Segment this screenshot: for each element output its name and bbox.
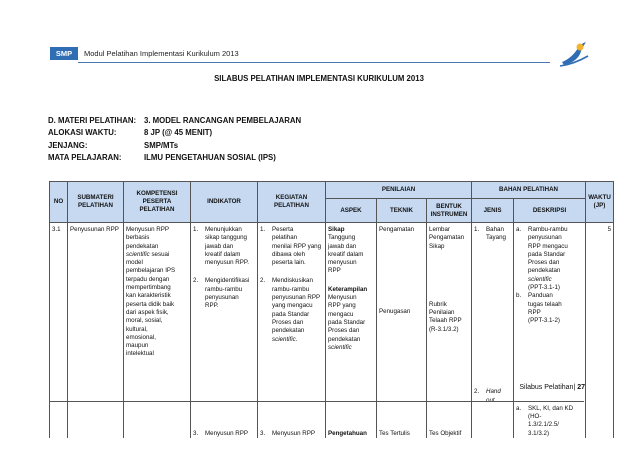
kegiatan-item: [260, 226, 323, 267]
kegiatan-item-line: rambu-rambu: [272, 285, 310, 293]
indikator-item-text: [205, 226, 249, 267]
deskripsi-item-number: a.: [516, 226, 522, 233]
kegiatan-item-line: penyusunan RPP: [272, 294, 321, 302]
indikator-item-line: Mengidentifikasi: [205, 277, 250, 285]
kompetensi-line: emosional,: [126, 333, 156, 341]
kegiatan-item-number: 2.: [260, 277, 266, 285]
header-penilaian: PENILAIAN: [326, 182, 472, 199]
cell-waktu: 5: [586, 223, 614, 439]
kompetensi-line: Menyusun RPP: [126, 226, 169, 233]
kompetensi-line: peserta didik baik: [126, 300, 175, 308]
bentuk-line: Rubrik: [429, 300, 447, 308]
indikator-item-line: sikap tanggung: [205, 234, 247, 242]
deskripsi-item-line: RPP mengacu: [528, 242, 568, 250]
aspek-line: pendekatan: [328, 335, 361, 343]
kompetensi-line: kultural,: [126, 325, 148, 333]
kompetensi-line: mempertimbang: [126, 284, 171, 292]
aspek-line: RPP: [328, 267, 341, 275]
kompetensi-line: model: [126, 259, 143, 267]
deskripsi-item: [516, 226, 583, 292]
indikator-item-line: menyusun RPP.: [205, 259, 249, 267]
kegiatan-item-text: [272, 226, 321, 267]
teknik-1: Pengamatan: [379, 226, 415, 233]
deskripsi-item-line: SKL, KI, dan KD: [528, 404, 574, 412]
aspek-line: Tanggung: [328, 234, 356, 242]
cell-teknik: [377, 223, 427, 439]
ministry-logo-icon: [556, 38, 592, 68]
deskripsi-item-text: [528, 292, 562, 325]
kegiatan-item-line: dibawa oleh: [272, 250, 306, 258]
meta-key: MATA PELAJARAN:: [48, 153, 122, 163]
indikator-item-text: [205, 430, 248, 438]
meta-row: [48, 152, 301, 165]
kegiatan-item-text: [272, 430, 315, 438]
kegiatan-item-line: pendekatan: [272, 327, 305, 335]
aspek-line: pada Standar: [328, 318, 366, 326]
meta-value: SMP/MTs: [144, 140, 179, 150]
deskripsi-item-line: (PPT-3.1-2): [528, 317, 560, 325]
syllabus-table: [49, 181, 614, 438]
jenis-item-number: 2.: [474, 388, 480, 396]
indikator-item: [193, 430, 255, 438]
kegiatan-item-line: scientific.: [272, 335, 298, 343]
bentuk-line: (R-3.1/3.2): [429, 325, 459, 333]
indikator-item-line: RPP.: [205, 302, 219, 310]
header-kompetensi: KOMPETENSI PESERTA PELATIHAN: [124, 182, 191, 223]
cell-jenis: [472, 223, 514, 439]
bentuk-line: Sikap: [429, 242, 445, 250]
bentuk-line: Telaah RPP: [429, 317, 462, 325]
kompetensi-line: pembelajaran IPS: [126, 267, 176, 275]
header-bahan: BAHAN PELATIHAN: [472, 182, 586, 199]
kompetensi-line: dari aspek fisik,: [126, 308, 169, 316]
aspek-line: Proses dan: [328, 327, 360, 335]
aspek-title: Sikap: [328, 226, 345, 233]
deskripsi-item: [516, 405, 583, 438]
kegiatan-item-line: pelatihan: [272, 234, 298, 242]
kompetensi-line: intelektual: [126, 350, 154, 358]
deskripsi-item-text: [528, 405, 573, 438]
kegiatan-item-number: 1.: [260, 226, 266, 233]
bentuk-line: Lembar: [429, 226, 450, 233]
indikator-item-line: rambu-rambu: [205, 285, 243, 293]
cell-submateri: Penyusunan RPP: [68, 223, 124, 439]
kegiatan-item: [260, 277, 323, 343]
kompetensi-line: scientific sesuai: [126, 250, 170, 258]
deskripsi-item-line: pada Standar: [528, 250, 566, 258]
document-title: SILABUS PELATIHAN IMPLEMENTASI KURIKULUM 2013: [214, 74, 424, 83]
deskripsi-item-text: [528, 226, 568, 292]
kegiatan-item-line: Proses dan: [272, 318, 304, 326]
deskripsi-item-line: 3.1/3.2): [528, 429, 549, 437]
indikator-item: [193, 226, 255, 267]
table-header-row: [50, 182, 614, 199]
indikator-item-line: kreatif dalam: [205, 250, 241, 258]
deskripsi-item-line: Proses dan: [528, 259, 560, 267]
indikator-item-number: 3.: [193, 429, 199, 437]
deskripsi-item-line: penyusunan: [528, 234, 562, 242]
deskripsi-item-line: RPP: [528, 308, 541, 316]
bentuk-line: Tes Objektif: [429, 429, 462, 437]
indikator-item-line: Menunjukkan: [205, 226, 242, 233]
cell-indikator: [191, 223, 258, 439]
jenis-item: [474, 226, 511, 243]
header-aspek: ASPEK: [326, 199, 377, 223]
indikator-item-line: Menyusun RPP: [205, 429, 248, 437]
cell-kegiatan: [258, 223, 326, 439]
footer-divider: [50, 401, 584, 402]
training-meta: [48, 114, 301, 164]
meta-value: ILMU PENGETAHUAN SOSIAL (IPS): [144, 153, 276, 163]
header-jenis: JENIS: [472, 199, 514, 223]
meta-value: 3. MODEL RANCANGAN PEMBELAJARAN: [144, 115, 302, 125]
kegiatan-item-number: 3.: [260, 429, 266, 437]
jenis-item-number: 1.: [474, 226, 480, 233]
meta-key: D. MATERI PELATIHAN:: [48, 115, 137, 125]
deskripsi-item-number: a.: [516, 404, 522, 412]
deskripsi-item-number: b.: [516, 292, 522, 300]
deskripsi-item-line: 1.3/2.1/2.5/: [528, 421, 559, 429]
deskripsi-item-line: tugas telaah: [528, 300, 562, 308]
bentuk-line: Penilaian: [429, 309, 455, 317]
jenis-item-line: Tayang: [486, 234, 506, 242]
kegiatan-item-line: Menyusun RPP: [272, 429, 315, 437]
aspek-line: kreatif dalam: [328, 250, 364, 258]
kompetensi-line: moral, sosial,: [126, 317, 163, 325]
indikator-item-number: 1.: [193, 226, 199, 233]
deskripsi-item-line: pendekatan: [528, 267, 561, 275]
aspek-line: menyusun: [328, 259, 357, 267]
aspek-title: Pengetahuan: [328, 429, 367, 437]
table-row: [50, 223, 614, 439]
indikator-item: [193, 277, 255, 310]
header-kegiatan: KEGIATAN PELATIHAN: [258, 182, 326, 223]
aspek-line: jawab dan: [328, 242, 357, 250]
deskripsi-item-line: Panduan: [528, 292, 553, 300]
kompetensi-line: maupun: [126, 342, 149, 350]
kompetensi-line: berbasis: [126, 234, 150, 242]
bentuk-line: Pengamatan: [429, 234, 465, 242]
header-no: NO: [50, 182, 68, 223]
deskripsi-item-line: (PPT-3.1-1): [528, 284, 560, 292]
deskripsi-item-line: scientific: [528, 275, 552, 283]
kegiatan-item-line: Mendiskusikan: [272, 277, 313, 285]
kompetensi-line: pendekatan: [126, 242, 159, 250]
aspek-line: scientific: [328, 343, 352, 351]
meta-key: ALOKASI WAKTU:: [48, 128, 117, 138]
deskripsi-item-line: (HO-: [528, 413, 542, 421]
module-title: Modul Pelatihan Implementasi Kurikulum 2013: [84, 48, 239, 58]
cell-deskripsi: [514, 223, 586, 439]
kegiatan-item-text: [272, 277, 320, 343]
meta-row: [48, 127, 301, 140]
header-submateri: SUBMATERI PELATIHAN: [68, 182, 124, 223]
header-deskripsi: DESKRIPSI: [514, 199, 586, 223]
cell-kompetensi: [124, 223, 191, 439]
indikator-item-line: penyusunan: [205, 294, 239, 302]
meta-row: [48, 139, 301, 152]
meta-row: [48, 114, 301, 127]
header-bentuk: BENTUK INSTRUMEN: [427, 199, 472, 223]
aspek-line: Menyusun: [328, 294, 357, 302]
jenis-item-line: Hand: [486, 388, 501, 396]
aspek-line: mengacu: [328, 310, 354, 318]
aspek-line: RPP yang: [328, 302, 356, 310]
page-header: [50, 44, 239, 62]
page-footer: Silabus Pelatihan| 27: [519, 384, 585, 391]
indikator-item-number: 2.: [193, 277, 199, 285]
cell-bentuk: [427, 223, 472, 439]
jenis-item-text: [486, 226, 506, 243]
page-number: 27: [577, 384, 585, 391]
deskripsi-item-line: Rambu-rambu: [528, 226, 568, 233]
deskripsi-item: [516, 292, 583, 325]
kegiatan-item-line: Peserta: [272, 226, 294, 233]
jenis-item-line: Bahan: [486, 226, 504, 233]
header-divider: [78, 62, 550, 63]
header-teknik: TEKNIK: [377, 199, 427, 223]
aspek-title: Keterampilan: [328, 285, 368, 293]
header-indikator: INDIKATOR: [191, 182, 258, 223]
level-badge: SMP: [50, 47, 78, 60]
kegiatan-item: [260, 430, 323, 438]
meta-key: JENJANG:: [48, 140, 88, 150]
italic-term: scientific: [126, 250, 150, 258]
kegiatan-item-line: menilai RPP yang: [272, 242, 322, 250]
header-waktu: WAKTU (JP): [586, 182, 614, 223]
kegiatan-item-line: pada Standar: [272, 310, 310, 318]
kompetensi-line: kan karakteristik: [126, 292, 171, 300]
kegiatan-item-line: peserta lain.: [272, 259, 306, 267]
indikator-item-text: [205, 277, 249, 310]
teknik-3: Tes Tertulis: [379, 429, 410, 437]
footer-label: Silabus Pelatihan: [519, 384, 574, 391]
teknik-2: Penugasan: [379, 308, 411, 316]
kompetensi-line: terpadu dengan: [126, 275, 170, 283]
kegiatan-item-line: yang mengacu: [272, 302, 313, 310]
indikator-item-line: jawab dan: [205, 242, 234, 250]
cell-aspek: [326, 223, 377, 439]
meta-value: 8 JP (@ 45 MENIT): [144, 128, 213, 138]
cell-no: 3.1: [50, 223, 68, 439]
